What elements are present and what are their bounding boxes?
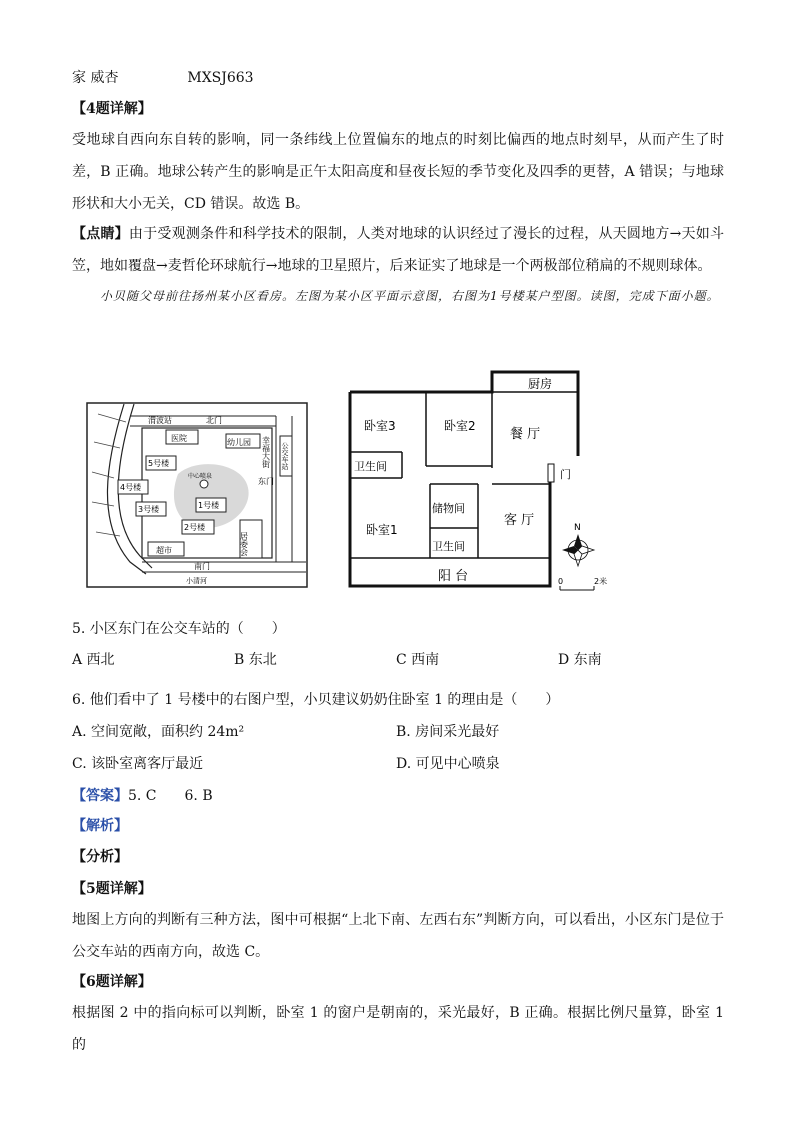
scale-zero: 0 — [558, 577, 564, 586]
q6-option-d[interactable]: D. 可见中心喷泉 — [396, 756, 500, 772]
east-gate-label: 东门 — [258, 477, 274, 486]
analysis-label: 【解析】 — [72, 818, 128, 834]
question-intro: 小贝随父母前往扬州某小区看房。左图为某小区平面示意图，右图为1号楼某户型图。读图，完成下面小题。 — [100, 289, 720, 303]
q5-option-d[interactable]: D 东南 — [558, 652, 602, 668]
bath2-label: 卫生间 — [432, 540, 465, 553]
q5-title: 【5题详解】 — [72, 881, 152, 897]
bedroom1-label: 卧室1 — [366, 523, 398, 537]
q5-body: 地图上方向的判断有三种方法，图中可根据“上北下南、左西右东”判断方向，可以看出，小区东门是位于公交车站的西南方向，故选 C。 — [72, 912, 724, 960]
header-author: 家 威杏 — [72, 70, 119, 86]
bedroom3-label: 卧室3 — [364, 419, 396, 433]
xingfu-road-label: 幸福大街 — [261, 436, 271, 468]
q6-option-b[interactable]: B. 房间采光最好 — [396, 724, 500, 740]
q5-option-c[interactable]: C 西南 — [396, 652, 440, 668]
fountain-label: 中心喷泉 — [188, 473, 213, 480]
header-line — [72, 68, 722, 88]
answer-label: 【答案】 — [72, 788, 128, 804]
building-5-label: 5号楼 — [148, 459, 170, 468]
living-label: 客 厅 — [504, 513, 535, 528]
q6-stem: 6. 他们看中了 1 号楼中的右图户型，小贝建议奶奶住卧室 1 的理由是（ ） — [72, 692, 560, 708]
header-code: MXSJ663 — [187, 70, 254, 86]
top-road-label: 渭波站 — [148, 416, 172, 425]
q4-title: 【4题详解】 — [72, 101, 152, 117]
kitchen-label: 厨房 — [528, 377, 553, 391]
note-body: 由于受观测条件和科学技术的限制，人类对地球的认识经过了漫长的过程，从天圆地方→天如斗笠，地如覆盘→麦哲伦环球航行→地球的卫星照片，后来证实了地球是一个两极部位稍扁的不规则球体。 — [72, 226, 725, 274]
south-gate-label: 南门 — [194, 562, 210, 571]
hospital-label: 医院 — [171, 434, 187, 443]
dining-label: 餐 厅 — [510, 427, 541, 442]
q5-option-a[interactable]: A 西北 — [72, 652, 115, 668]
north-gate-label: 北门 — [206, 416, 222, 425]
door-label: 门 — [560, 468, 571, 481]
balcony-label: 阳 台 — [438, 569, 469, 584]
q6-body: 根据图 2 中的指向标可以判断，卧室 1 的窗户是朝南的，采光最好，B 正确。根据比例尺量算，卧室 1 的 — [72, 1005, 724, 1053]
kindergarten-label: 幼儿园 — [227, 438, 251, 447]
north-label: N — [574, 523, 581, 533]
q5-option-b[interactable]: B 东北 — [234, 652, 277, 668]
q6-option-a[interactable]: A. 空间宽敞，面积约 24m² — [72, 724, 245, 740]
q6-title: 【6题详解】 — [72, 974, 152, 990]
fenxi-label: 【分析】 — [72, 849, 128, 865]
q6-option-c[interactable]: C. 该卧室离客厅最近 — [72, 756, 204, 772]
bedroom2-label: 卧室2 — [444, 419, 476, 433]
q5-stem: 5. 小区东门在公交车站的（ ） — [72, 621, 286, 637]
answer-line — [72, 786, 722, 806]
bus-station-label: 公交车站 — [281, 442, 289, 470]
note-label: 【点睛】 — [72, 226, 129, 242]
building-1-label: 1号楼 — [198, 501, 220, 510]
committee-label: 居委会 — [239, 532, 249, 556]
bottom-road-label: 小清河 — [186, 577, 207, 585]
floor-plan — [342, 368, 622, 598]
bath1-label: 卫生间 — [354, 460, 387, 473]
community-map — [86, 402, 308, 588]
building-2-label: 2号楼 — [184, 523, 206, 532]
building-3-label: 3号楼 — [138, 505, 160, 514]
storage-label: 储物间 — [432, 502, 465, 515]
q4-body: 受地球自西向东自转的影响，同一条纬线上位置偏东的地点的时刻比偏西的地点时刻早，从而产生了时差，B 正确。地球公转产生的影响是正午太阳高度和昼夜长短的季节变化及四季的更替，A 错误；与地球形状和大小无关，CD 错误。故选 B。 — [72, 132, 724, 212]
note-paragraph — [72, 218, 724, 282]
market-label: 超市 — [156, 546, 172, 555]
answer-body: 5. C 6. B — [128, 788, 213, 804]
scale-two-meters: 2米 — [594, 577, 608, 586]
building-4-label: 4号楼 — [120, 483, 142, 492]
compass-icon — [562, 534, 594, 566]
